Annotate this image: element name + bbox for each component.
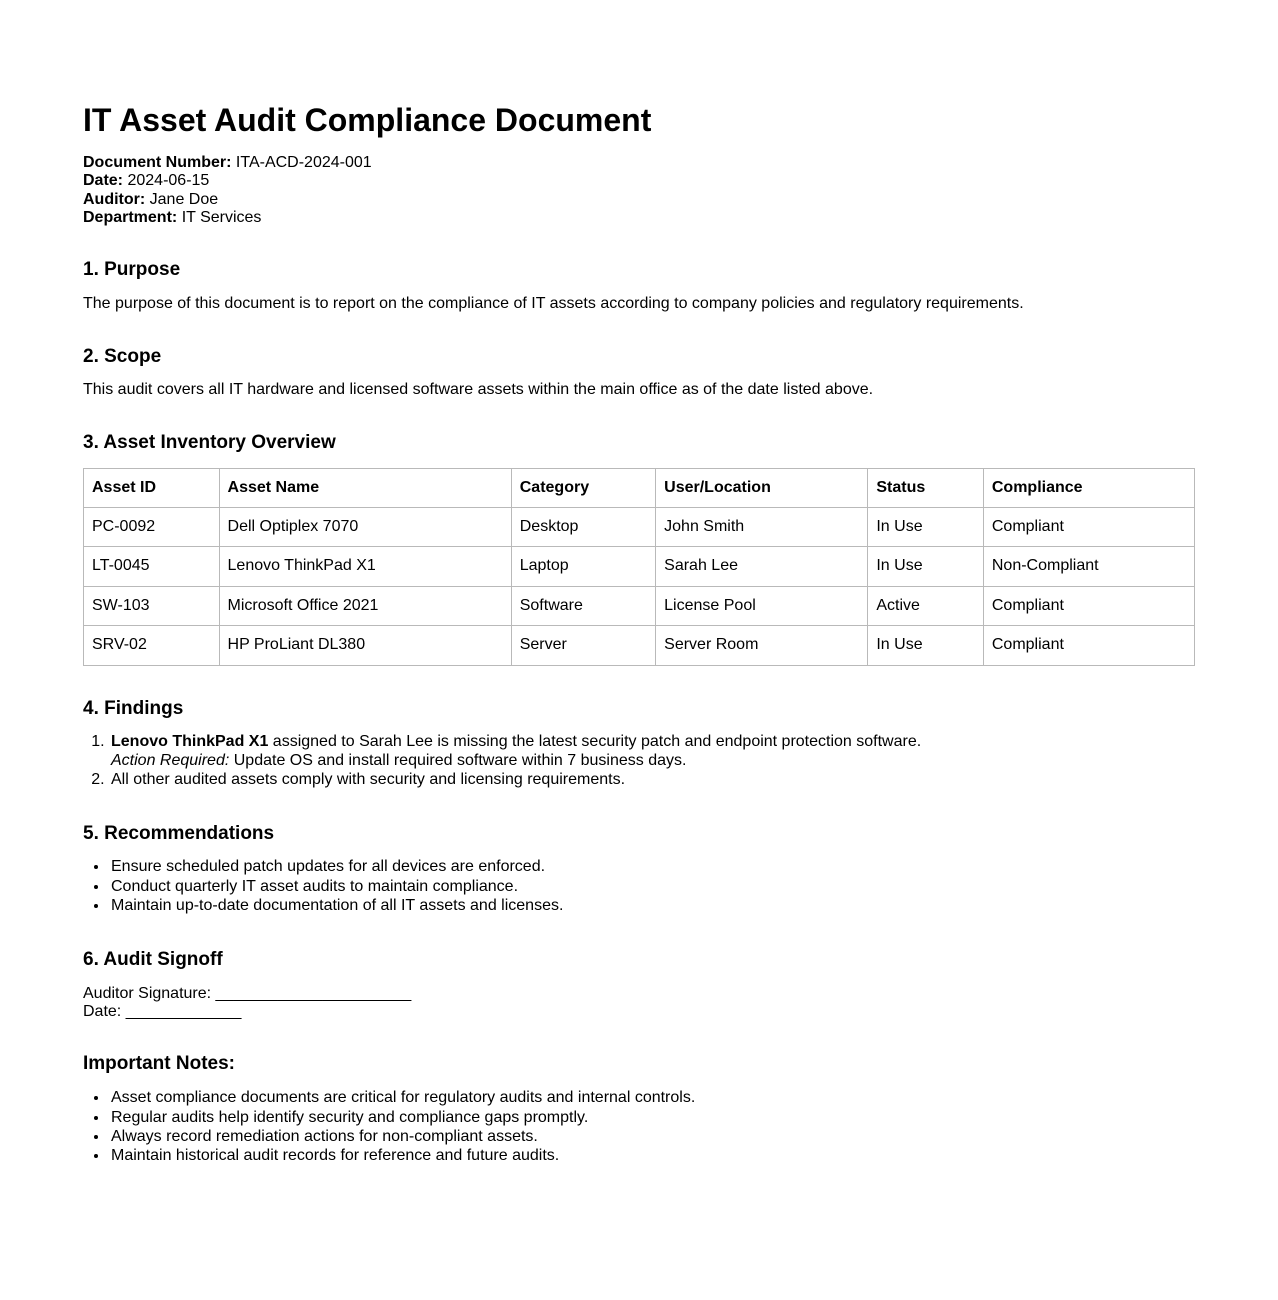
signature-label: Auditor Signature:: [83, 984, 212, 1002]
cell-category: Desktop: [511, 508, 655, 547]
section-heading-findings: 4. Findings: [83, 697, 184, 719]
section-heading-inventory: 3. Asset Inventory Overview: [83, 431, 336, 453]
table-row: [84, 626, 1195, 665]
finding-item: [109, 733, 1195, 771]
meta-label-date: Date:: [83, 172, 124, 190]
recommendations-list: [83, 858, 1195, 916]
note-item: • Asset compliance documents are critical for regulatory audits and internal controls.: [109, 1089, 1195, 1108]
section-heading-important-notes: Important Notes:: [83, 1053, 235, 1075]
table-header-row: [84, 468, 1195, 507]
scope-text: This audit covers all IT hardware and licensed software assets within the main office as of the date listed above.: [83, 381, 874, 399]
cell-user-location: John Smith: [656, 508, 868, 547]
cell-category: Software: [511, 586, 655, 625]
finding-text: assigned to Sarah Lee is missing the latest security patch and endpoint protection software.: [268, 733, 922, 751]
column-header-user-location: User/Location: [656, 468, 868, 507]
cell-compliance: Compliant: [983, 626, 1194, 665]
purpose-text: The purpose of this document is to report on the compliance of IT assets according to company policies and regulatory requirements.: [83, 295, 1024, 313]
meta-label-department: Department:: [83, 208, 178, 226]
cell-asset-id: SW-103: [84, 586, 220, 625]
finding-text: All other audited assets comply with security and licensing requirements.: [111, 771, 626, 789]
findings-list: [83, 733, 1195, 790]
cell-status: Active: [868, 586, 984, 625]
signature-line: ______________________: [215, 984, 412, 1002]
cell-category: Laptop: [511, 547, 655, 586]
cell-compliance: Compliant: [983, 508, 1194, 547]
column-header-category: Category: [511, 468, 655, 507]
section-heading-scope: 2. Scope: [83, 345, 162, 367]
recommendation-item: • Conduct quarterly IT asset audits to maintain compliance.: [109, 878, 1195, 897]
cell-status: In Use: [868, 626, 984, 665]
asset-inventory-table: [83, 468, 1195, 666]
section-heading-recommendations: 5. Recommendations: [83, 822, 275, 844]
finding-action-text: Update OS and install required software within 7 business days.: [229, 751, 687, 769]
meta-label-auditor: Auditor:: [83, 190, 146, 208]
column-header-asset-id: Asset ID: [84, 468, 220, 507]
meta-value-date: 2024-06-15: [127, 172, 210, 190]
column-header-asset-name: Asset Name: [219, 468, 511, 507]
page-title: IT Asset Audit Compliance Document: [83, 102, 652, 138]
cell-asset-id: LT-0045: [84, 547, 220, 586]
cell-status: In Use: [868, 508, 984, 547]
table-row: [84, 547, 1195, 586]
signature-row: [83, 985, 1195, 1003]
cell-asset-name: Dell Optiplex 7070: [219, 508, 511, 547]
meta-label-document-number: Document Number:: [83, 153, 232, 171]
recommendation-item: • Maintain up-to-date documentation of all IT assets and licenses.: [109, 897, 1195, 916]
meta-value-auditor: Jane Doe: [149, 190, 219, 208]
cell-status: In Use: [868, 547, 984, 586]
finding-item: [109, 771, 1195, 790]
date-row: [83, 1003, 1195, 1021]
cell-asset-name: HP ProLiant DL380: [219, 626, 511, 665]
cell-asset-id: PC-0092: [84, 508, 220, 547]
date-label: Date:: [83, 1002, 122, 1020]
cell-asset-name: Lenovo ThinkPad X1: [219, 547, 511, 586]
note-item: • Always record remediation actions for non-compliant assets.: [109, 1128, 1195, 1147]
section-heading-purpose: 1. Purpose: [83, 259, 181, 281]
finding-asset-name: Lenovo ThinkPad X1: [111, 733, 269, 751]
cell-user-location: Server Room: [656, 626, 868, 665]
finding-action-label: Action Required:: [111, 751, 230, 769]
table-row: [84, 508, 1195, 547]
section-heading-signoff: 6. Audit Signoff: [83, 948, 223, 970]
cell-asset-name: Microsoft Office 2021: [219, 586, 511, 625]
cell-category: Server: [511, 626, 655, 665]
signoff-block: [83, 985, 1195, 1022]
document-meta: [83, 154, 1195, 228]
important-notes-list: [83, 1089, 1195, 1167]
table-row: [84, 586, 1195, 625]
column-header-compliance: Compliance: [983, 468, 1194, 507]
meta-value-department: IT Services: [181, 208, 262, 226]
meta-value-document-number: ITA-ACD-2024-001: [235, 153, 372, 171]
date-line: _____________: [125, 1002, 242, 1020]
cell-asset-id: SRV-02: [84, 626, 220, 665]
note-item: • Maintain historical audit records for reference and future audits.: [109, 1147, 1195, 1166]
note-item: • Regular audits help identify security and compliance gaps promptly.: [109, 1109, 1195, 1128]
cell-user-location: License Pool: [656, 586, 868, 625]
cell-compliance: Compliant: [983, 586, 1194, 625]
cell-user-location: Sarah Lee: [656, 547, 868, 586]
cell-compliance: Non-Compliant: [983, 547, 1194, 586]
column-header-status: Status: [868, 468, 984, 507]
recommendation-item: • Ensure scheduled patch updates for all devices are enforced.: [109, 858, 1195, 877]
